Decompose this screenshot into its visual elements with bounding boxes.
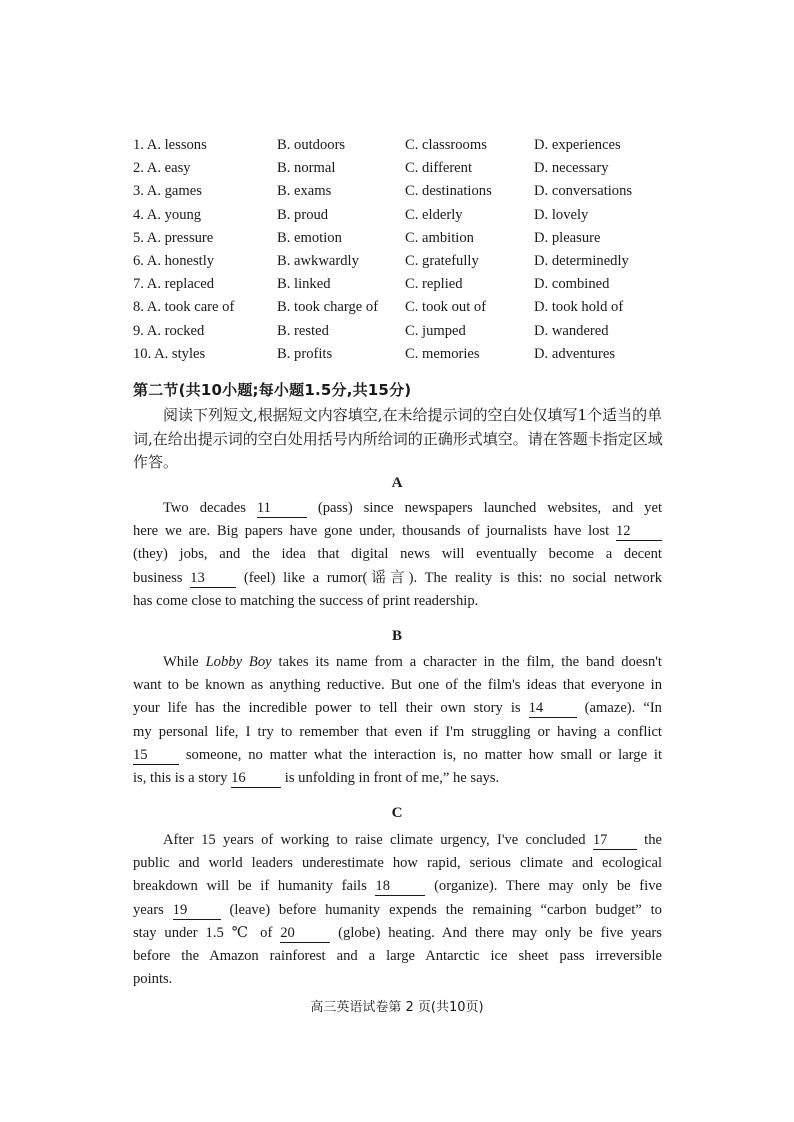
option-c: C. ambition xyxy=(405,229,474,246)
blank-20[interactable]: 20 xyxy=(280,924,330,943)
option-row xyxy=(133,273,673,296)
option-row xyxy=(133,343,673,366)
option-a: 6. A. honestly xyxy=(133,252,215,269)
option-a: 2. A. easy xyxy=(133,160,191,177)
passage-line: stay under 1.5 ℃ of 20 (globe) heating. And there may only be five years xyxy=(133,924,662,941)
option-row xyxy=(133,320,673,343)
option-b: B. outdoors xyxy=(277,137,346,153)
option-a: 4. A. young xyxy=(133,206,202,223)
blank-19[interactable]: 19 xyxy=(173,901,221,920)
option-c: C. memories xyxy=(405,345,480,362)
passage-c-title: C xyxy=(391,805,403,821)
option-d: D. combined xyxy=(534,276,610,293)
option-b: B. emotion xyxy=(277,229,342,246)
option-a: 10. A. styles xyxy=(133,345,206,362)
option-row xyxy=(133,204,673,227)
passage-line: is, this is a story 16 is unfolding in front of me,” he says. xyxy=(133,770,500,787)
option-d: D. wandered xyxy=(534,322,609,339)
passage-line: before the Amazon rainforest and a large Antarctic ice sheet pass irreversible xyxy=(133,948,662,965)
option-b: B. rested xyxy=(277,322,329,339)
option-c: C. destinations xyxy=(405,183,492,200)
option-b: B. took charge of xyxy=(277,299,379,316)
option-d: D. conversations xyxy=(534,183,633,200)
option-c: C. jumped xyxy=(405,322,466,339)
passage-line: my personal life, I try to remember that even if I'm struggling or having a conflict xyxy=(133,723,662,740)
section-title: 第二节(共10小题;每小题1.5分,共15分) xyxy=(133,381,412,399)
option-b: B. profits xyxy=(277,345,333,362)
option-c: C. took out of xyxy=(405,299,487,316)
option-d: D. took hold of xyxy=(534,299,624,316)
blank-15[interactable]: 15 xyxy=(133,746,179,765)
passage-line: Two decades 11 (pass) since newspapers launched websites, and yet xyxy=(163,500,663,516)
option-d: D. lovely xyxy=(534,206,589,223)
option-row xyxy=(133,250,673,273)
option-b: B. linked xyxy=(277,276,331,293)
passage-line: After 15 years of working to raise climate urgency, I've concluded 17 the xyxy=(163,832,662,848)
blank-18[interactable]: 18 xyxy=(375,877,425,896)
passage-line: points. xyxy=(133,971,173,988)
section-instructions: 阅读下列短文,根据短文内容填空,在未给提示词的空白处仅填写1个适当的单词,在给出提示词的空白处用括号内所给词的正确形式填空。请在答题卡指定区域作答。 xyxy=(133,406,663,471)
option-c: C. gratefully xyxy=(405,252,479,269)
option-d: D. pleasure xyxy=(534,229,601,246)
blank-12[interactable]: 12 xyxy=(616,522,662,541)
blank-11[interactable]: 11 xyxy=(257,499,307,518)
option-a: 8. A. took care of xyxy=(133,299,235,316)
passage-b-title: B xyxy=(391,628,402,644)
blank-16[interactable]: 16 xyxy=(231,769,281,788)
passage-line: years 19 (leave) before humanity expends the remaining “carbon budget” to xyxy=(133,901,662,918)
option-a: 5. A. pressure xyxy=(133,229,214,246)
passage-line: business 13 (feel) like a rumor(谣言). The reality is this: no social network xyxy=(133,569,662,586)
option-b: B. exams xyxy=(277,183,332,200)
passage-a xyxy=(133,497,662,613)
option-d: D. experiences xyxy=(534,137,621,153)
option-c: C. different xyxy=(405,160,473,177)
passage-c xyxy=(133,829,662,991)
option-a: 3. A. games xyxy=(133,183,202,200)
option-a: 7. A. replaced xyxy=(133,276,215,293)
option-a: 1. A. lessons xyxy=(133,137,207,153)
blank-17[interactable]: 17 xyxy=(593,831,637,850)
option-d: D. determinedly xyxy=(534,252,629,269)
passage-a-title: A xyxy=(391,475,403,491)
option-c: C. elderly xyxy=(405,206,463,223)
option-row xyxy=(133,227,673,250)
option-row xyxy=(133,180,673,203)
passage-line: While Lobby Boy takes its name from a character in the film, the band doesn't xyxy=(163,654,662,670)
option-b: B. normal xyxy=(277,160,336,177)
passage-line: (they) jobs, and the idea that digital news will eventually become a decent xyxy=(133,546,662,563)
blank-14[interactable]: 14 xyxy=(529,699,577,718)
options-table xyxy=(133,134,673,366)
option-b: B. proud xyxy=(277,206,329,223)
option-row xyxy=(133,134,673,157)
option-b: B. awkwardly xyxy=(277,252,359,269)
option-a: 9. A. rocked xyxy=(133,322,205,339)
passage-line: public and world leaders underestimate how rapid, serious climate and ecological xyxy=(133,855,662,872)
option-c: C. classrooms xyxy=(405,137,487,153)
passage-line: here we are. Big papers have gone under, thousands of journalists have lost 12 xyxy=(133,520,662,543)
passage-line: has come close to matching the success of print readership. xyxy=(133,592,479,609)
option-c: C. replied xyxy=(405,276,463,293)
option-row xyxy=(133,157,673,180)
option-d: D. adventures xyxy=(534,345,616,362)
passage-b xyxy=(133,651,662,790)
passage-line: 15 someone, no matter what the interaction is, no matter how small or large it xyxy=(133,746,663,763)
option-row xyxy=(133,296,673,319)
passage-line: breakdown will be if humanity fails 18 (organize). There may only be five xyxy=(133,878,662,895)
blank-13[interactable]: 13 xyxy=(190,569,236,588)
passage-line: want to be known as anything reductive. But one of the film's ideas that everyone in xyxy=(133,677,662,694)
option-d: D. necessary xyxy=(534,160,609,177)
page-footer: 高三英语试卷第 2 页(共10页) xyxy=(310,1000,484,1015)
passage-line: your life has the incredible power to tell their own story is 14 (amaze). “In xyxy=(133,700,662,717)
